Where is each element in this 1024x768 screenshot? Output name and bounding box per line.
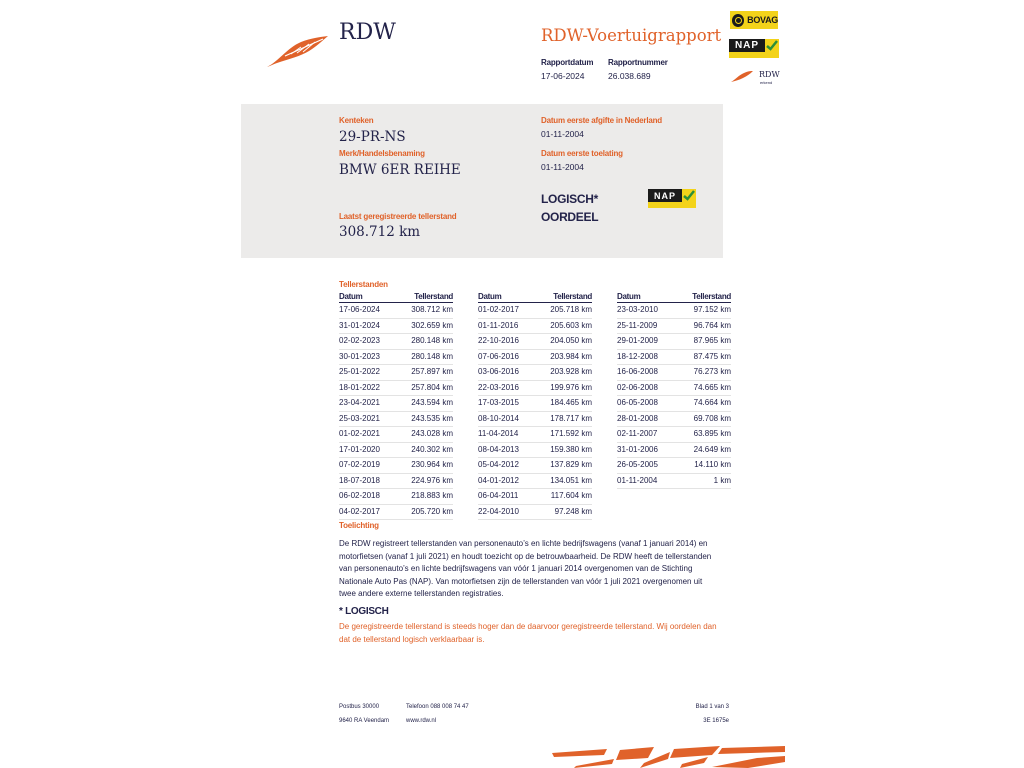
table-row (617, 350, 731, 366)
table-row (617, 396, 731, 412)
row-km: 184.465 km (550, 398, 592, 407)
report-number: 26.038.689 (608, 71, 651, 81)
row-km: 97.248 km (554, 506, 592, 516)
table-row (339, 458, 453, 474)
row-date: 17-06-2024 (339, 305, 380, 314)
table-row (478, 365, 592, 381)
merk-label: Merk/Handelsbenaming (339, 149, 425, 158)
footer-postbus: Postbus 30000 (339, 704, 380, 710)
row-km: 74.664 km (693, 398, 731, 407)
row-km: 280.148 km (411, 351, 453, 361)
table-row (339, 350, 453, 366)
table-row (339, 319, 453, 335)
row-km: 96.764 km (693, 320, 731, 330)
report-date-label: Rapportdatum (541, 58, 594, 67)
table-row (339, 303, 453, 319)
row-km: 224.976 km (411, 475, 453, 485)
table-row (339, 427, 453, 443)
row-km: 69.708 km (693, 413, 731, 423)
nap-oordeel-text: NAP (653, 190, 676, 201)
table-row (478, 505, 592, 521)
row-date: 17-01-2020 (339, 444, 380, 454)
row-km: 159.380 km (550, 444, 592, 454)
col-km-header: Tellerstand (553, 292, 592, 301)
eerste-afgifte-value: 01-11-2004 (541, 129, 584, 139)
row-km: 63.895 km (693, 429, 731, 438)
row-km: 97.152 km (693, 305, 731, 314)
row-date: 25-01-2022 (339, 367, 380, 376)
table-row (478, 427, 592, 443)
logisch-line: De geregistreerde tellerstand is steeds hoger dan de daarvoor geregistreerde tellerstand. Wij oordelen dan (339, 622, 717, 631)
footer-telefoon: Telefoon 088 008 74 47 (406, 704, 469, 710)
row-km: 134.051 km (550, 475, 592, 485)
row-date: 04-02-2017 (339, 506, 380, 516)
row-km: 117.604 km (550, 491, 592, 500)
table-row (617, 381, 731, 397)
org-name: RDW (339, 20, 396, 45)
row-km: 257.804 km (411, 382, 453, 392)
table-row (617, 412, 731, 428)
row-km: 87.475 km (693, 351, 731, 361)
row-date: 16-06-2008 (617, 367, 658, 376)
table-row (478, 412, 592, 428)
row-date: 26-05-2005 (617, 460, 658, 469)
vehicle-panel (241, 104, 723, 258)
row-date: 31-01-2006 (617, 444, 658, 454)
row-date: 06-05-2008 (617, 398, 658, 407)
column-header (339, 292, 453, 303)
tellerstanden-column-1 (339, 292, 453, 520)
row-km: 74.665 km (693, 382, 731, 392)
row-km: 257.897 km (411, 367, 453, 376)
logisch-title: * LOGISCH (339, 606, 389, 617)
row-date: 23-03-2010 (617, 305, 658, 314)
row-date: 08-04-2013 (478, 444, 519, 454)
rdw-small-text: RDW (759, 70, 780, 79)
row-km: 76.273 km (693, 367, 731, 376)
oordeel-line2: OORDEEL (541, 210, 599, 224)
toelichting-line: De RDW registreert tellerstanden van personenauto’s en lichte bedrijfswagens (vanaf 1 januari 2014) en (339, 539, 708, 548)
toelichting-line: motorfietsen (vanaf 1 juli 2021) en houdt toezicht op de betrouwbaarheid. De RDW heeft de tellerstanden (339, 551, 712, 561)
row-date: 30-01-2023 (339, 351, 380, 361)
row-date: 18-12-2008 (617, 351, 658, 361)
row-km: 87.965 km (693, 336, 731, 345)
row-date: 05-04-2012 (478, 460, 519, 469)
nap-check-icon (765, 39, 779, 52)
col-date-header: Datum (478, 292, 502, 301)
row-km: 199.976 km (550, 382, 592, 392)
table-row (478, 303, 592, 319)
row-km: 205.718 km (550, 305, 592, 314)
row-km: 205.603 km (550, 320, 592, 330)
kenteken-label: Kenteken (339, 116, 374, 125)
teller-label: Laatst geregistreerde tellerstand (339, 212, 457, 221)
row-date: 02-11-2007 (617, 429, 658, 438)
row-date: 02-06-2008 (617, 382, 658, 392)
row-km: 178.717 km (550, 413, 592, 423)
table-row (478, 334, 592, 350)
row-km: 14.110 km (694, 460, 731, 469)
table-row (478, 381, 592, 397)
table-row (339, 443, 453, 459)
row-km: 302.659 km (411, 320, 453, 330)
rows (478, 303, 592, 520)
row-km: 243.535 km (411, 413, 453, 423)
table-row (617, 443, 731, 459)
table-row (478, 489, 592, 505)
toelichting-title: Toelichting (339, 521, 379, 530)
table-row (339, 489, 453, 505)
row-date: 01-11-2004 (617, 475, 658, 485)
logisch-line: dat de tellerstand logisch verklaarbaar is. (339, 634, 485, 644)
nap-oordeel-check-icon (682, 189, 696, 202)
footer-code: 3E 1675e (703, 718, 729, 724)
nap-text: NAP (734, 40, 760, 51)
footer-website[interactable]: www.rdw.nl (406, 718, 437, 724)
report-date: 17-06-2024 (541, 71, 585, 81)
row-date: 25-03-2021 (339, 413, 380, 423)
nap-oordeel-badge (648, 189, 696, 208)
merk-value: BMW 6ER REIHE (339, 162, 461, 178)
eerste-toelating-value: 01-11-2004 (541, 162, 584, 172)
row-date: 18-07-2018 (339, 475, 380, 485)
eerste-afgifte-label: Datum eerste afgifte in Nederland (541, 116, 662, 125)
table-row (617, 474, 731, 490)
row-date: 07-06-2016 (478, 351, 519, 361)
toelichting-line: twee andere externe tellerstanden registraties. (339, 589, 504, 599)
row-date: 01-02-2021 (339, 429, 380, 438)
rdw-small-logo-icon (730, 70, 754, 83)
table-row (617, 427, 731, 443)
column-header (478, 292, 592, 303)
row-km: 171.592 km (550, 429, 592, 438)
bovag-text: BOVAG (747, 15, 778, 25)
row-km: 203.984 km (550, 351, 592, 361)
col-km-header: Tellerstand (692, 292, 731, 301)
row-km: 205.720 km (411, 506, 453, 516)
row-date: 03-06-2016 (478, 367, 519, 376)
rows (617, 303, 731, 489)
report-title: RDW-Voertuigrapport (541, 26, 722, 45)
col-km-header: Tellerstand (414, 292, 453, 301)
col-date-header: Datum (617, 292, 641, 301)
row-date: 01-02-2017 (478, 305, 519, 314)
row-date: 18-01-2022 (339, 382, 380, 392)
row-km: 1 km (713, 475, 731, 485)
row-date: 06-04-2011 (478, 491, 519, 500)
table-row (478, 319, 592, 335)
table-row (617, 334, 731, 350)
table-row (617, 319, 731, 335)
table-row (617, 458, 731, 474)
row-date: 23-04-2021 (339, 398, 380, 407)
footer-blad: Blad 1 van 3 (695, 704, 729, 710)
row-date: 11-04-2014 (478, 429, 519, 438)
tellerstanden-column-3 (617, 292, 731, 489)
table-row (478, 396, 592, 412)
row-date: 25-11-2009 (617, 320, 658, 330)
rdw-small-subtext: erkend (760, 80, 773, 85)
row-date: 29-01-2009 (617, 336, 658, 345)
row-date: 08-10-2014 (478, 413, 519, 423)
rdw-logo-icon (265, 34, 331, 70)
row-km: 243.028 km (411, 429, 453, 438)
table-row (339, 396, 453, 412)
toelichting-text (339, 538, 739, 601)
row-km: 204.050 km (550, 336, 592, 345)
row-date: 22-10-2016 (478, 336, 519, 345)
table-row (339, 365, 453, 381)
col-date-header: Datum (339, 292, 363, 301)
toelichting-line: van personenauto’s en lichte bedrijfswagens van vóór 1 januari 2014 overgenomen van de Stichting (339, 564, 693, 574)
vehicle-panel-notch (241, 248, 301, 258)
table-row (617, 365, 731, 381)
row-date: 06-02-2018 (339, 491, 380, 500)
toelichting-line: Nationale Auto Pas (NAP). Van motorfietsen zijn de tellerstanden van vóór 1 juli 2021 overgenomen uit (339, 576, 703, 586)
row-date: 31-01-2024 (339, 320, 380, 330)
row-km: 24.649 km (693, 444, 731, 454)
column-header (617, 292, 731, 303)
row-km: 218.883 km (411, 491, 453, 500)
table-row (478, 458, 592, 474)
table-row (617, 303, 731, 319)
table-row (478, 474, 592, 490)
table-row (478, 350, 592, 366)
bovag-q-icon (732, 14, 744, 27)
report-number-label: Rapportnummer (608, 58, 668, 67)
logisch-text (339, 621, 739, 646)
table-row (339, 412, 453, 428)
table-row (339, 381, 453, 397)
rows (339, 303, 453, 520)
row-km: 137.829 km (550, 460, 592, 469)
nap-badge (729, 39, 779, 58)
row-date: 01-11-2016 (478, 320, 519, 330)
row-km: 308.712 km (411, 305, 453, 314)
table-row (339, 334, 453, 350)
teller-value: 308.712 km (339, 224, 421, 240)
row-date: 17-03-2015 (478, 398, 519, 407)
row-date: 22-03-2016 (478, 382, 519, 392)
row-date: 04-01-2012 (478, 475, 519, 485)
footer-plaats: 9640 RA Veendam (339, 718, 390, 724)
eerste-toelating-label: Datum eerste toelating (541, 149, 623, 158)
row-date: 22-04-2010 (478, 506, 519, 516)
table-row (339, 474, 453, 490)
row-km: 243.594 km (411, 398, 453, 407)
row-date: 02-02-2023 (339, 336, 380, 345)
row-km: 280.148 km (411, 336, 453, 345)
row-date: 28-01-2008 (617, 413, 658, 423)
table-row (478, 443, 592, 459)
bovag-badge (730, 11, 778, 29)
decorative-stripes (552, 746, 785, 768)
table-row (339, 505, 453, 521)
kenteken-value: 29-PR-NS (339, 129, 406, 145)
oordeel-line1: LOGISCH* (541, 192, 598, 206)
tellerstanden-column-2 (478, 292, 592, 520)
row-date: 07-02-2019 (339, 460, 380, 469)
row-km: 240.302 km (411, 444, 453, 454)
tellerstanden-title: Tellerstanden (339, 280, 388, 289)
row-km: 203.928 km (550, 367, 592, 376)
row-km: 230.964 km (411, 460, 453, 469)
